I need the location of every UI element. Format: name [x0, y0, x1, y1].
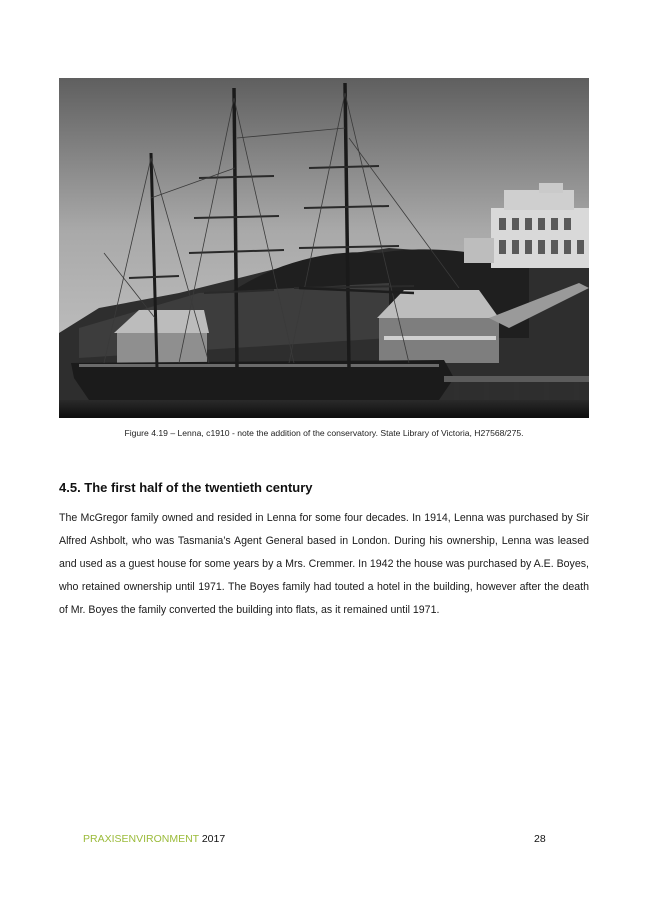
historic-photo [59, 78, 589, 418]
footer-brand [83, 833, 225, 845]
footer-year: 2017 [201, 833, 226, 845]
section-heading: 4.5. The first half of the twentieth century [59, 480, 313, 495]
section-paragraph: The McGregor family owned and resided in Lenna for some four decades. In 1914, Lenna was purchased by Sir Alfred Ashbolt, who was Tasmania’s Agent General based in London. During his ownership, Lenna was leased and used as a guest house for some years by a Mrs. Cremmer. In 1942 the house was purchased by A.E. Boyes, who retained ownership until 1971. The Boyes family had touted a hotel in the building, however after the death of Mr. Boyes the family converted the building into flats, as it remained until 1971. [59, 512, 589, 616]
page-number: 28 [534, 833, 546, 845]
figure-caption: Figure 4.19 – Lenna, c1910 - note the addition of the conservatory. State Library of Victoria, H27568/275. [124, 428, 524, 438]
photo-illustration [59, 78, 589, 418]
brand-name: PRAXISENVIRONMENT [83, 833, 199, 845]
